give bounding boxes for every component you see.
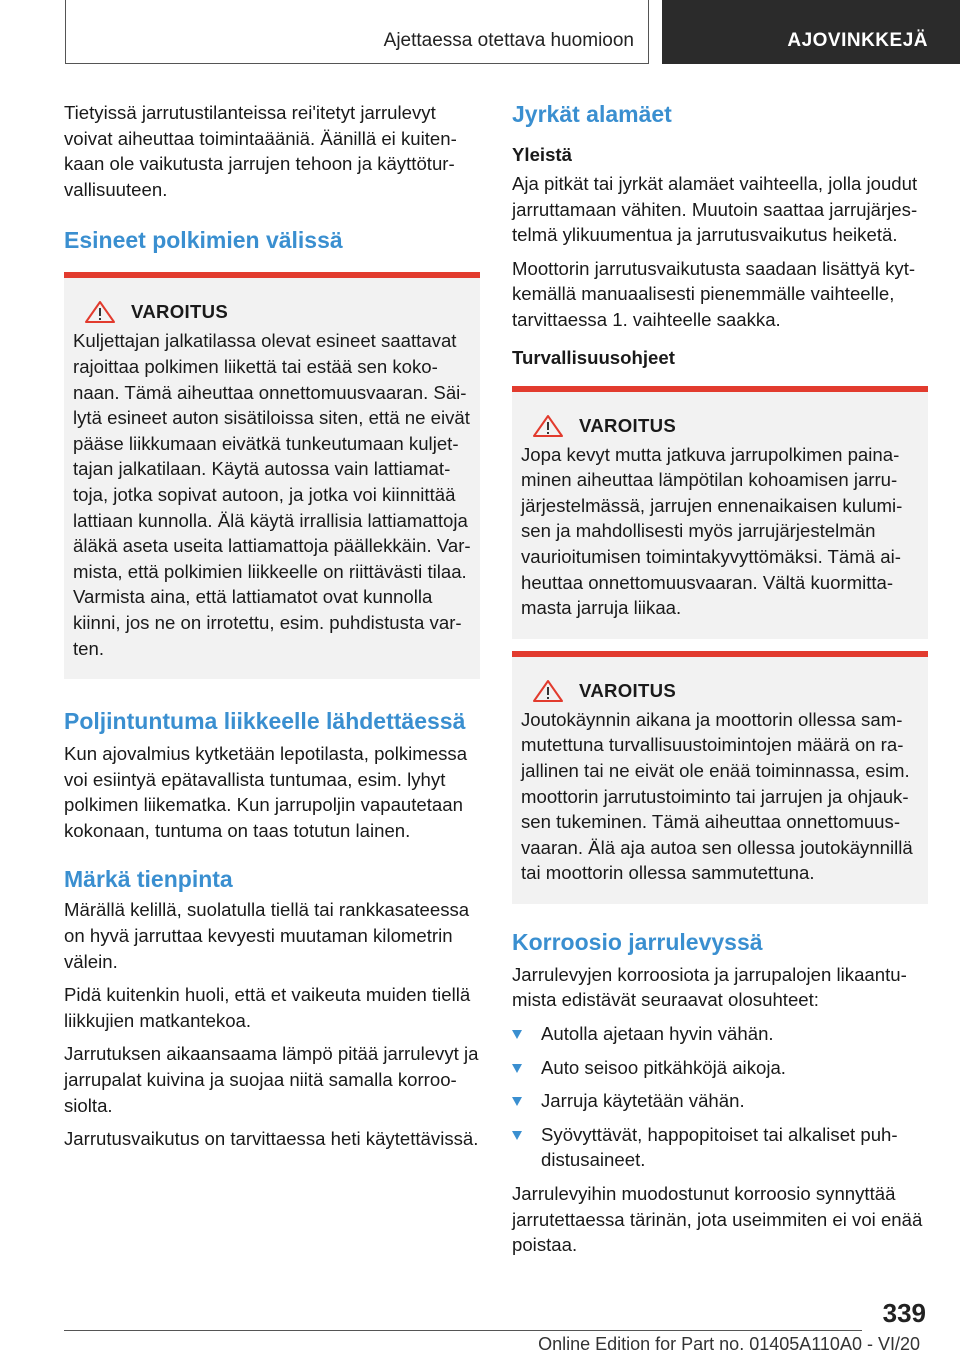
corrosion-list xyxy=(512,1021,928,1173)
wet-paragraph-3: Jarrutuksen aikaansaama lämpö pitää jarrulevyt ja jarrupalat kuivina ja suojaa niitä samalla korroosiolta. xyxy=(64,1043,479,1116)
subheading-general: Yleistä xyxy=(512,144,572,165)
wet-paragraph-2: Pidä kuitenkin huoli, että et vaikeuta muiden tiellä liikkujien matkantekoa. xyxy=(64,984,471,1031)
header-section-box xyxy=(662,0,960,64)
warning-triangle-icon xyxy=(531,414,565,438)
wet-paragraph-4: Jarrutusvaikutus on tarvittaessa heti käytettävissä. xyxy=(64,1128,479,1150)
warning-title: VAROITUS xyxy=(579,679,677,701)
warning-text: Joutokäynnin aikana ja moottorin ollessa sammutettuna turvallisuustoimintojen määrä on rajallinen tai ne eivät ole enää toiminnassa, esim. moottorin jarrutustoiminto tai jarrujen ja ohjauksen tukeminen. Tämä aiheuttaa onnettomuusvaaran. Älä aja autoa sen ollessa joutokäynnillä tai moottorin ollessa sammutettuna. xyxy=(521,708,913,884)
corrosion-intro: Jarrulevyjen korroosiota ja jarrupalojen likaantumista edistävät seuraavat olosuhteet: xyxy=(512,963,907,1011)
heading-steep-descents: Jyrkät alamäet xyxy=(512,101,672,127)
footer-divider xyxy=(64,1330,862,1331)
bullet-triangle-icon xyxy=(512,1064,522,1073)
heading-pedal-feel: Poljintuntuma liikkeelle lähdettäessä xyxy=(64,708,466,735)
list-item: Auto seisoo pitkähköjä aikoja. xyxy=(512,1055,928,1081)
footer-edition: Online Edition for Part no. 01405A110A0 - VI/20 xyxy=(538,1334,920,1354)
warning-box-idle xyxy=(512,651,928,904)
right-column xyxy=(512,100,928,1266)
steep-paragraph-1: Aja pitkät tai jyrkät alamäet vaihteella, jolla joudut jarruttamaan vähiten. Muutoin saattaa jarrujärjestelmä ylikuumentua ja jarrutusvaikutus heiketä. xyxy=(512,173,918,246)
header-section: AJOVINKKEJÄ xyxy=(787,30,928,51)
warning-text: Kuljettajan jalkatilassa olevat esineet saattavat rajoittaa polkimen liikettä tai estää sen kokonaan. Tämä aiheuttaa onnettomuusvaaran. Säilytä esineet auton sisätiloissa siten, että ne eivät pääse liikkumaan eivätkä tunkeutumaan kuljettajan jalkatilaan. Käytä autossa vain lattiamattoja, jotka sopivat autoon, ja jotka voi kiinnittää lattiaan kunnolla. Älä käytä irrallisia lattiamattoja äläkä aseta useita lattiamattoja päällekkäin. Varmista, että polkimien liikkeelle on riittävästi tilaa. Varmista aina, että lattiamatot ovat kunnolla kiinni, jos ne on irrotettu, esim. puhdistusta varten. xyxy=(73,330,471,659)
header-title: Ajettaessa otettava huomioon xyxy=(383,30,634,51)
warning-triangle-icon xyxy=(531,679,565,703)
warning-triangle-icon xyxy=(83,300,117,324)
corrosion-outro: Jarrulevyihin muodostunut korroosio synnyttää jarrutettaessa tärinän, jota useimmiten ei voi enää poistaa. xyxy=(512,1183,923,1256)
heading-objects: Esineet polkimien välissä xyxy=(64,227,343,254)
bullet-triangle-icon xyxy=(512,1030,522,1039)
wet-paragraph-1: Märällä kelillä, suolatulla tiellä tai rankkasateessa on hyvä jarruttaa kevyesti muutaman kilometrin välein. xyxy=(64,899,470,972)
heading-wet-road: Märkä tienpinta xyxy=(64,866,233,893)
warning-box-brake-heat xyxy=(512,386,928,639)
page-number: 339 xyxy=(882,1298,926,1328)
intro-paragraph: Tietyissä jarrutustilanteissa rei'itetyt jarrulevyt voivat aiheuttaa toimintaääniä. Äänillä ei kuitenkaan ole vaikutusta jarrujen tehoon ja käyttöturvallisuuteen. xyxy=(64,102,457,200)
list-item: Syövyttävät, happopitoiset tai alkaliset puhdistusaineet. xyxy=(512,1122,928,1173)
pedal-paragraph: Kun ajovalmius kytketään lepotilasta, polkimessa voi esiintyä epätavallista tuntumaa, esim. lyhyt polkimen liikematka. Kun jarrupoljin vapautetaan kokonaan, tuntuma on taas totutun lainen. xyxy=(64,743,468,841)
bullet-triangle-icon xyxy=(512,1131,522,1140)
subheading-safety: Turvallisuusohjeet xyxy=(512,346,675,368)
warning-text: Jopa kevyt mutta jatkuva jarrupolkimen painaminen aiheuttaa lämpötilan kohoamisen jarrujärjestelmässä, jarrujen ennenaikaisen kulumisen ja mahdollisesti myös jarrujärjestelmän vaurioitumisen toimintakyvyttömäksi. Tämä aiheuttaa onnettomuusvaaran. Vältä kuormittamasta jarruja liikaa. xyxy=(521,443,903,619)
left-column xyxy=(64,100,480,1160)
steep-paragraph-2: Moottorin jarrutusvaikutusta saadaan lisättyä kytkemällä manuaalisesti pienemmälle vaihteelle, tarvittaessa 1. vaihteelle saakka. xyxy=(512,257,916,330)
header-title-box xyxy=(65,0,649,64)
warning-title: VAROITUS xyxy=(579,414,677,436)
warning-title: VAROITUS xyxy=(131,301,229,323)
list-item: Autolla ajetaan hyvin vähän. xyxy=(512,1021,928,1047)
list-item: Jarruja käytetään vähän. xyxy=(512,1088,928,1114)
warning-box-objects xyxy=(64,272,480,679)
bullet-triangle-icon xyxy=(512,1097,522,1106)
heading-corrosion: Korroosio jarrulevyssä xyxy=(512,928,763,955)
